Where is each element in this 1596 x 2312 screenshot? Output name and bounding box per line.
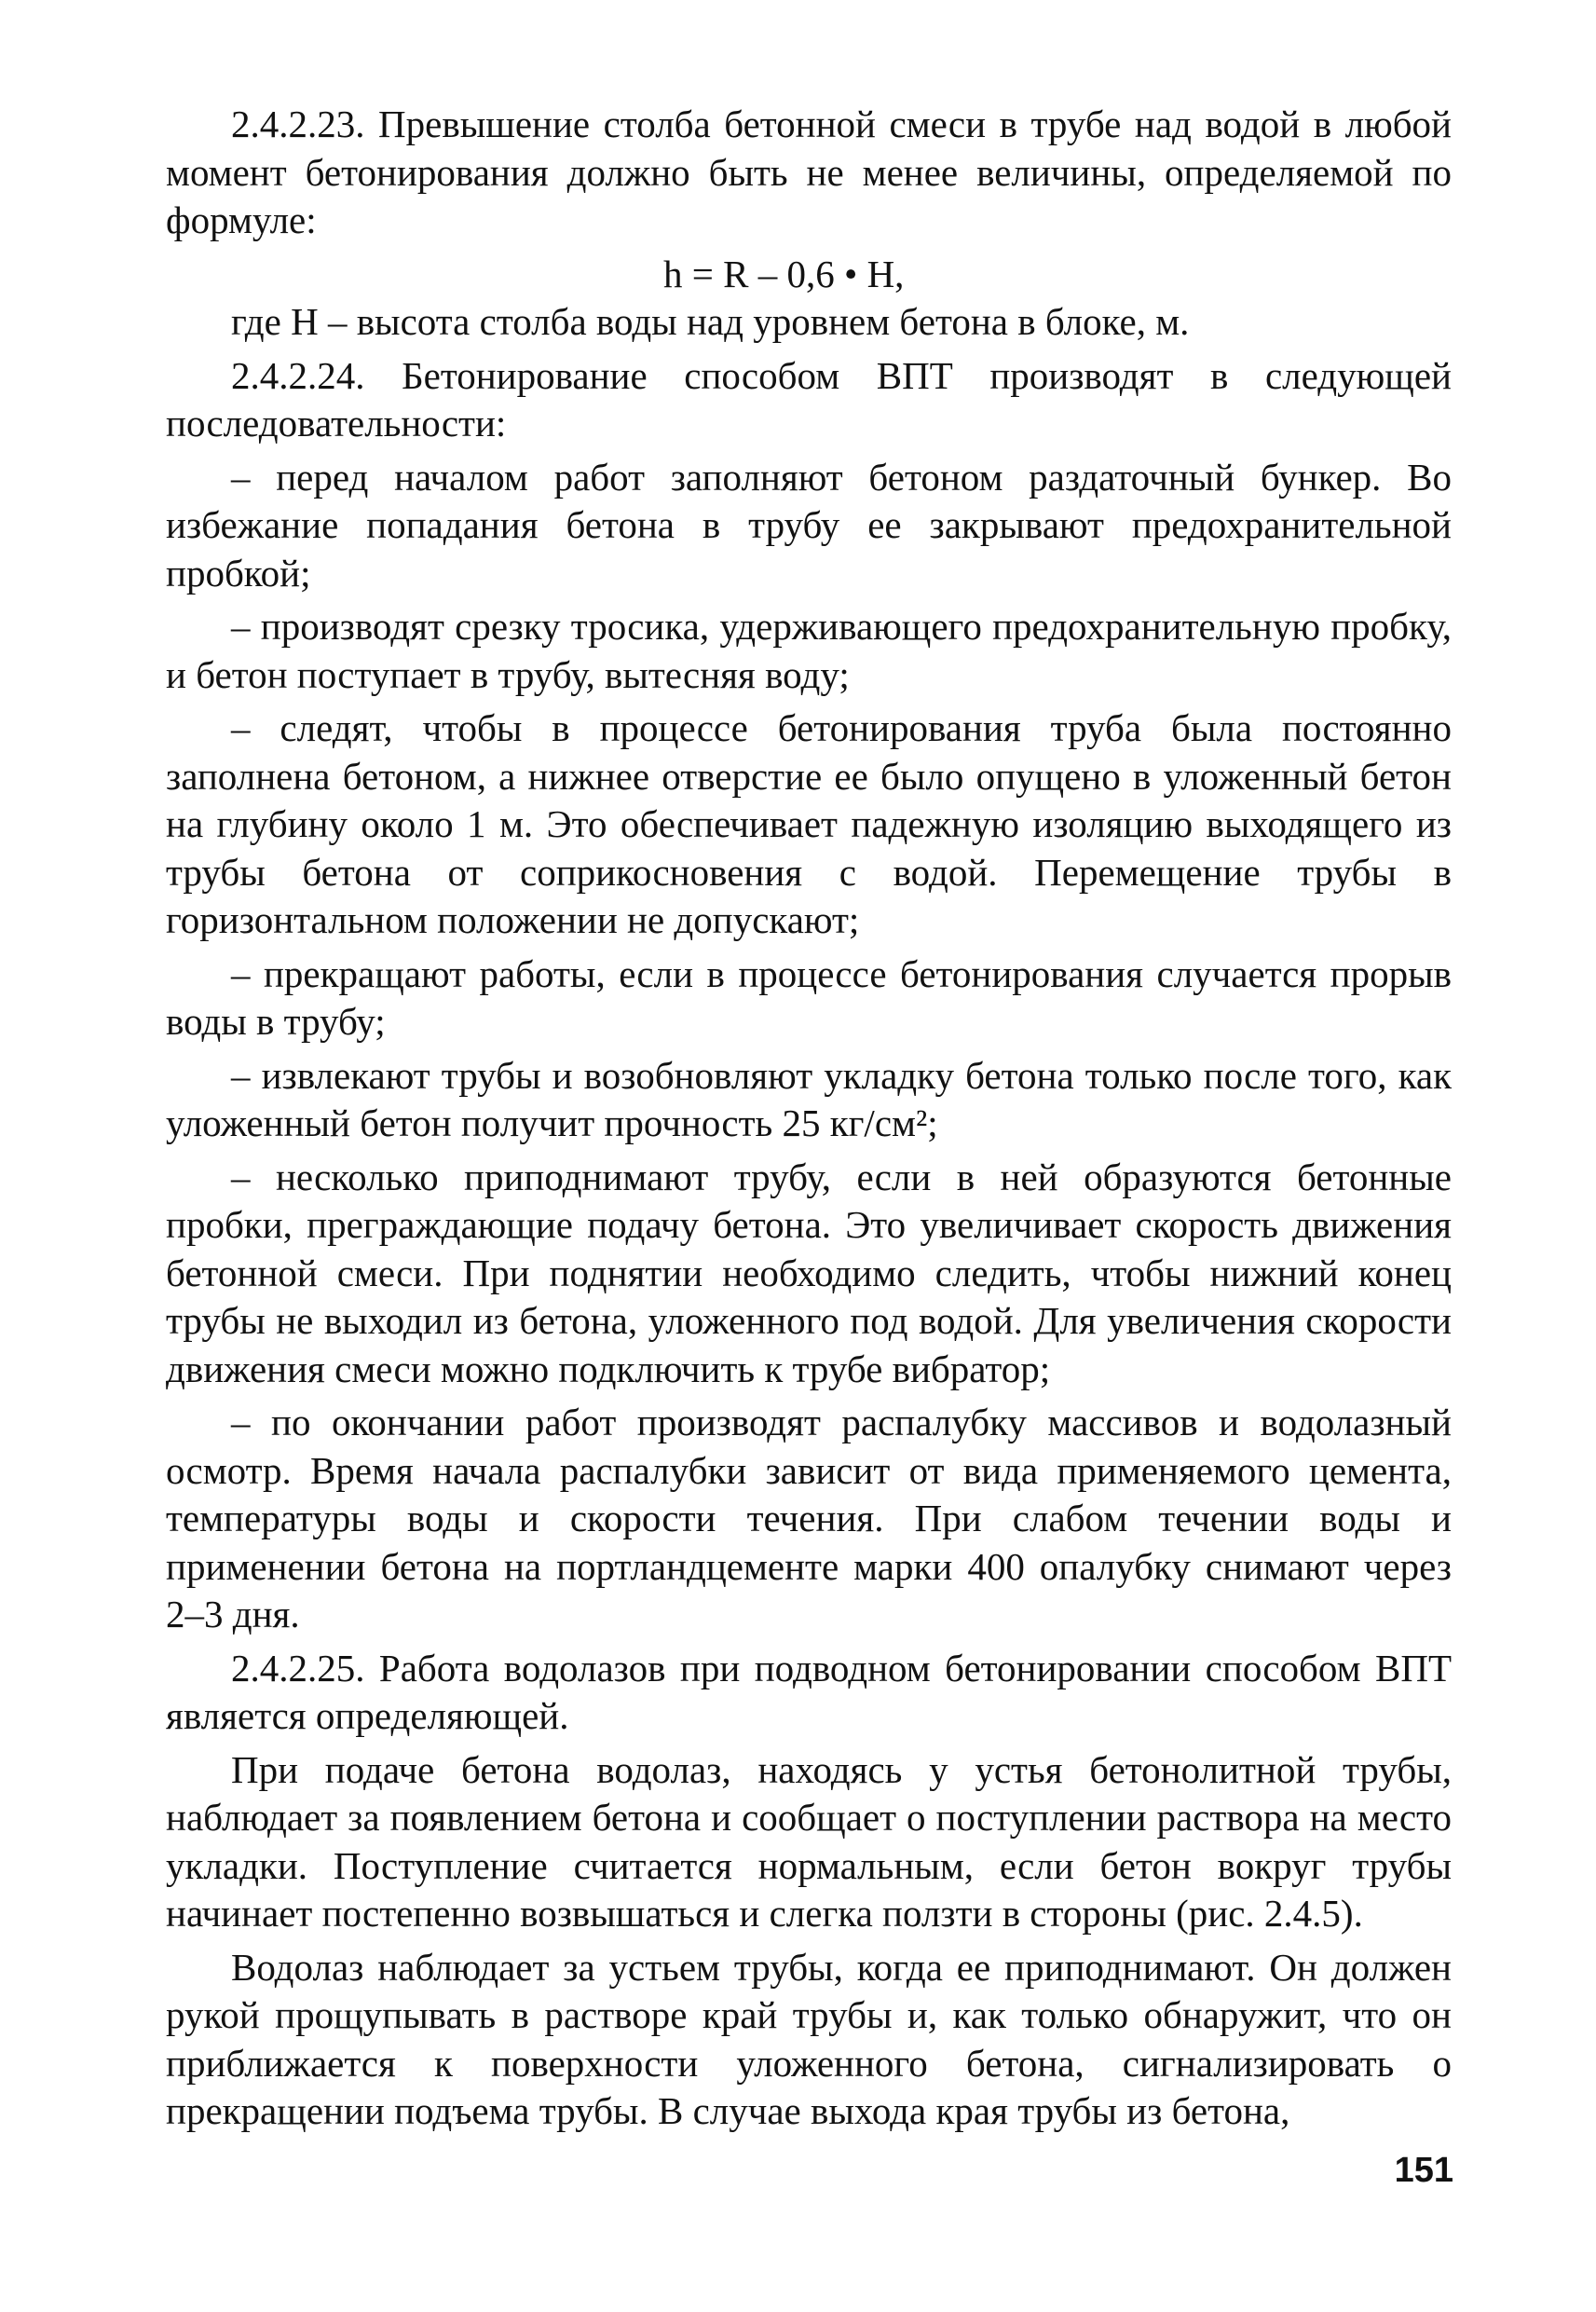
list-item-stop-work: – прекращают работы, если в процессе бетонирования случается прорыв воды в трубу;: [166, 951, 1452, 1043]
paragraph-2-4-2-23: 2.4.2.23. Превышение столба бетонной смеси в трубе над водой в любой момент бетонирования должно быть не менее величины, определяемой по формуле:: [166, 103, 1452, 241]
list-item-formwork-removal: – по окончании работ производят распалубку массивов и водолазный осмотр. Время начала распалубки зависит от вида применяемого цемента, температуры воды и скорости течения. При слабом течении воды и применении бетона на портландцементе марки 400 опалубку снимают через 2–3 дня.: [166, 1401, 1452, 1635]
formula-legend: где H – высота столба воды над уровнем бетона в блоке, м.: [231, 300, 1190, 343]
list-item-cut-cable: – производят срезку тросика, удерживающего предохранительную пробку, и бетон поступает в трубу, вытесняя воду;: [166, 605, 1452, 696]
page-number: 151: [1394, 2151, 1453, 2190]
paragraph-2-4-2-24: 2.4.2.24. Бетонирование способом ВПТ производят в следующей последовательности:: [166, 353, 1452, 445]
list-item-lift-pipe: – несколько приподнимают трубу, если в ней образуются бетонные пробки, преграждающие подачу бетона. Это увеличивает скорость движения бетонной смеси. При поднятии необходимо следить, чтобы нижний конец трубы не выходил из бетона, уложенного под водой. Для увеличения скорости движения смеси можно подключить к трубе вибратор;: [166, 1155, 1452, 1390]
list-item-extract-pipes: – извлекают трубы и возобновляют укладку бетона только после того, как уложенный бетон получит прочность 25 кг/см²;: [166, 1053, 1452, 1144]
list-item-fill-hopper: – перед началом работ заполняют бетоном раздаточный бункер. Во избежание попадания бетона в трубу ее закрывают предохранительной пробкой;: [166, 455, 1452, 595]
list-item-keep-filled: – следят, чтобы в процессе бетонирования труба была постоянно заполнена бетоном, а нижнее отверстие ее было опущено в уложенный бетон на глубину около 1 м. Это обеспечивает падежную изоляцию выходящего из трубы бетона от соприкосновения с водой. Перемещение трубы в горизонтальном положении не допускают;: [166, 706, 1452, 941]
paragraph-diver-supply: При подаче бетона водолаз, находясь у устья бетонолитной трубы, наблюдает за появлением бетона и сообщает о поступлении раствора на место укладки. Поступление считается нормальным, если бетон вокруг трубы начинает постепенно возвышаться и слегка ползти в стороны (рис. 2.4.5).: [166, 1747, 1452, 1935]
paragraph-2-4-2-25: 2.4.2.25. Работа водолазов при подводном бетонировании способом ВПТ является определяющей.: [166, 1646, 1452, 1737]
formula: h = R – 0,6 • H,: [663, 252, 905, 295]
page-body: [166, 101, 1452, 2141]
paragraph-diver-observe: Водолаз наблюдает за устьем трубы, когда ее приподнимают. Он должен рукой прощупывать в растворе край трубы и, как только обнаружит, что он приближается к поверхности уложенного бетона, сигнализировать о прекращении подъема трубы. В случае выхода края трубы из бетона,: [166, 1945, 1452, 2132]
